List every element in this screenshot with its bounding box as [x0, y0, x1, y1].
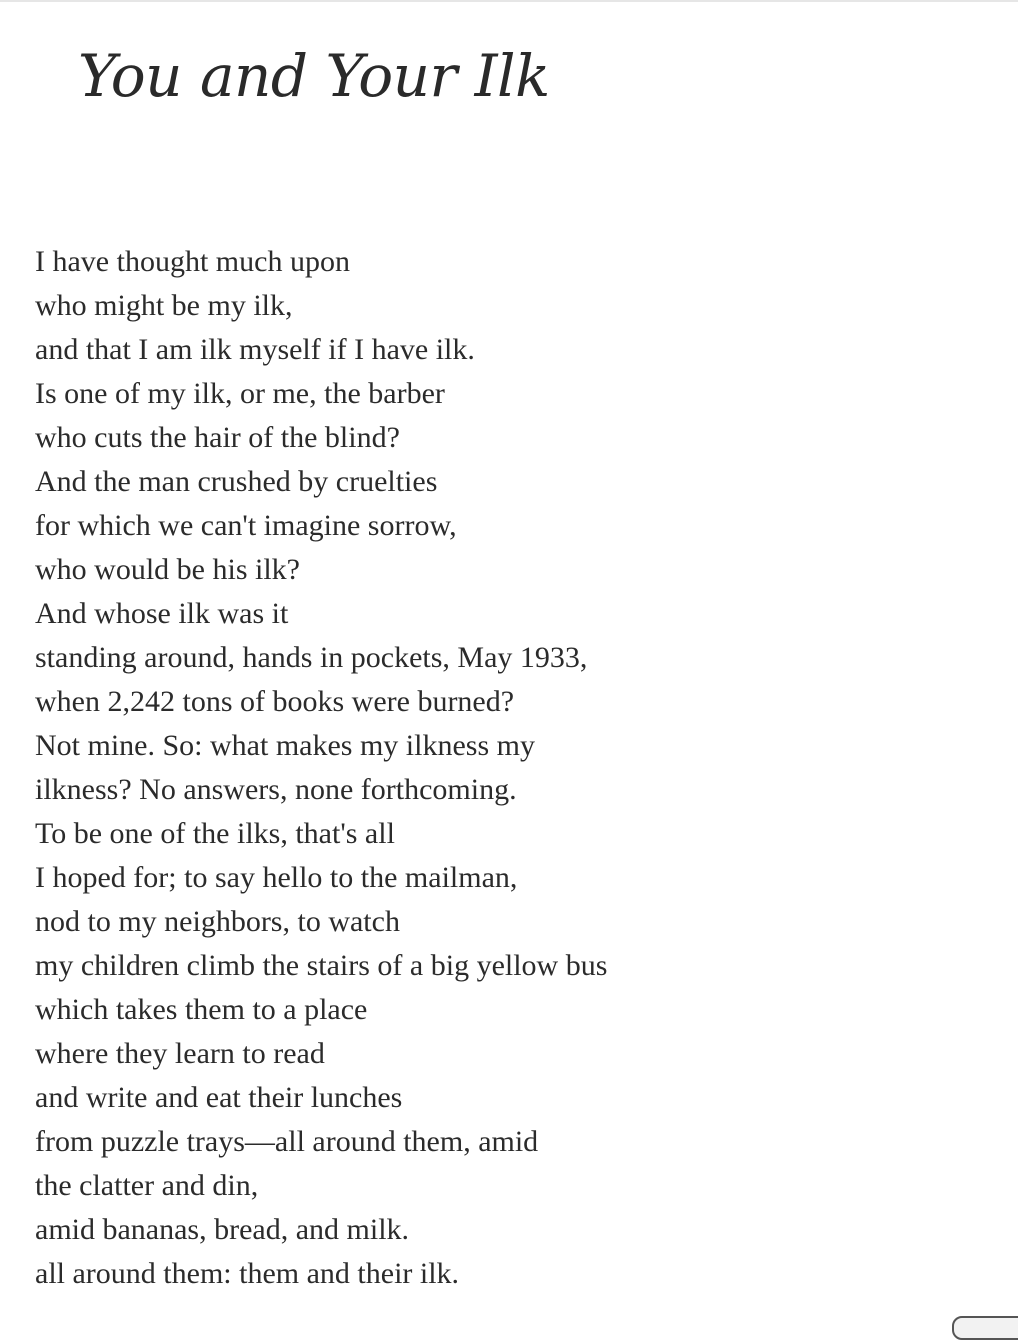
poem-line: who might be my ilk,: [35, 289, 293, 322]
poem-line: Is one of my ilk, or me, the barber: [35, 377, 445, 410]
poem-line: standing around, hands in pockets, May 1933,: [35, 641, 588, 674]
poem-line: which takes them to a place: [35, 993, 368, 1026]
poem-line: all around them: them and their ilk.: [35, 1257, 460, 1290]
poem-line: amid bananas, bread, and milk.: [35, 1213, 410, 1246]
poem-line: To be one of the ilks, that's all: [35, 817, 395, 850]
poem-line: and write and eat their lunches: [35, 1081, 403, 1114]
poem-line: my children climb the stairs of a big yellow bus: [35, 949, 608, 982]
poem-line: from puzzle trays—all around them, amid: [35, 1125, 539, 1158]
poem-line: Not mine. So: what makes my ilkness my: [35, 729, 535, 762]
poem-title: You and Your Ilk: [78, 42, 550, 110]
poem-line: who would be his ilk?: [35, 553, 300, 586]
poem-line: And whose ilk was it: [35, 597, 289, 630]
poem-line: ilkness? No answers, none forthcoming.: [35, 773, 517, 806]
corner-scroll-tab[interactable]: [952, 1316, 1018, 1340]
poem-body: [35, 240, 607, 1296]
poem-line: for which we can't imagine sorrow,: [35, 509, 457, 542]
poem-line: the clatter and din,: [35, 1169, 259, 1202]
top-divider: [0, 0, 1018, 2]
poem-line: nod to my neighbors, to watch: [35, 905, 400, 938]
poem-line: where they learn to read: [35, 1037, 325, 1070]
poem-line: I hoped for; to say hello to the mailman,: [35, 861, 518, 894]
poem-line: And the man crushed by cruelties: [35, 465, 438, 498]
poem-line: who cuts the hair of the blind?: [35, 421, 400, 454]
poem-line: and that I am ilk myself if I have ilk.: [35, 333, 475, 366]
poem-line: I have thought much upon: [35, 245, 350, 278]
poem-line: when 2,242 tons of books were burned?: [35, 685, 515, 718]
